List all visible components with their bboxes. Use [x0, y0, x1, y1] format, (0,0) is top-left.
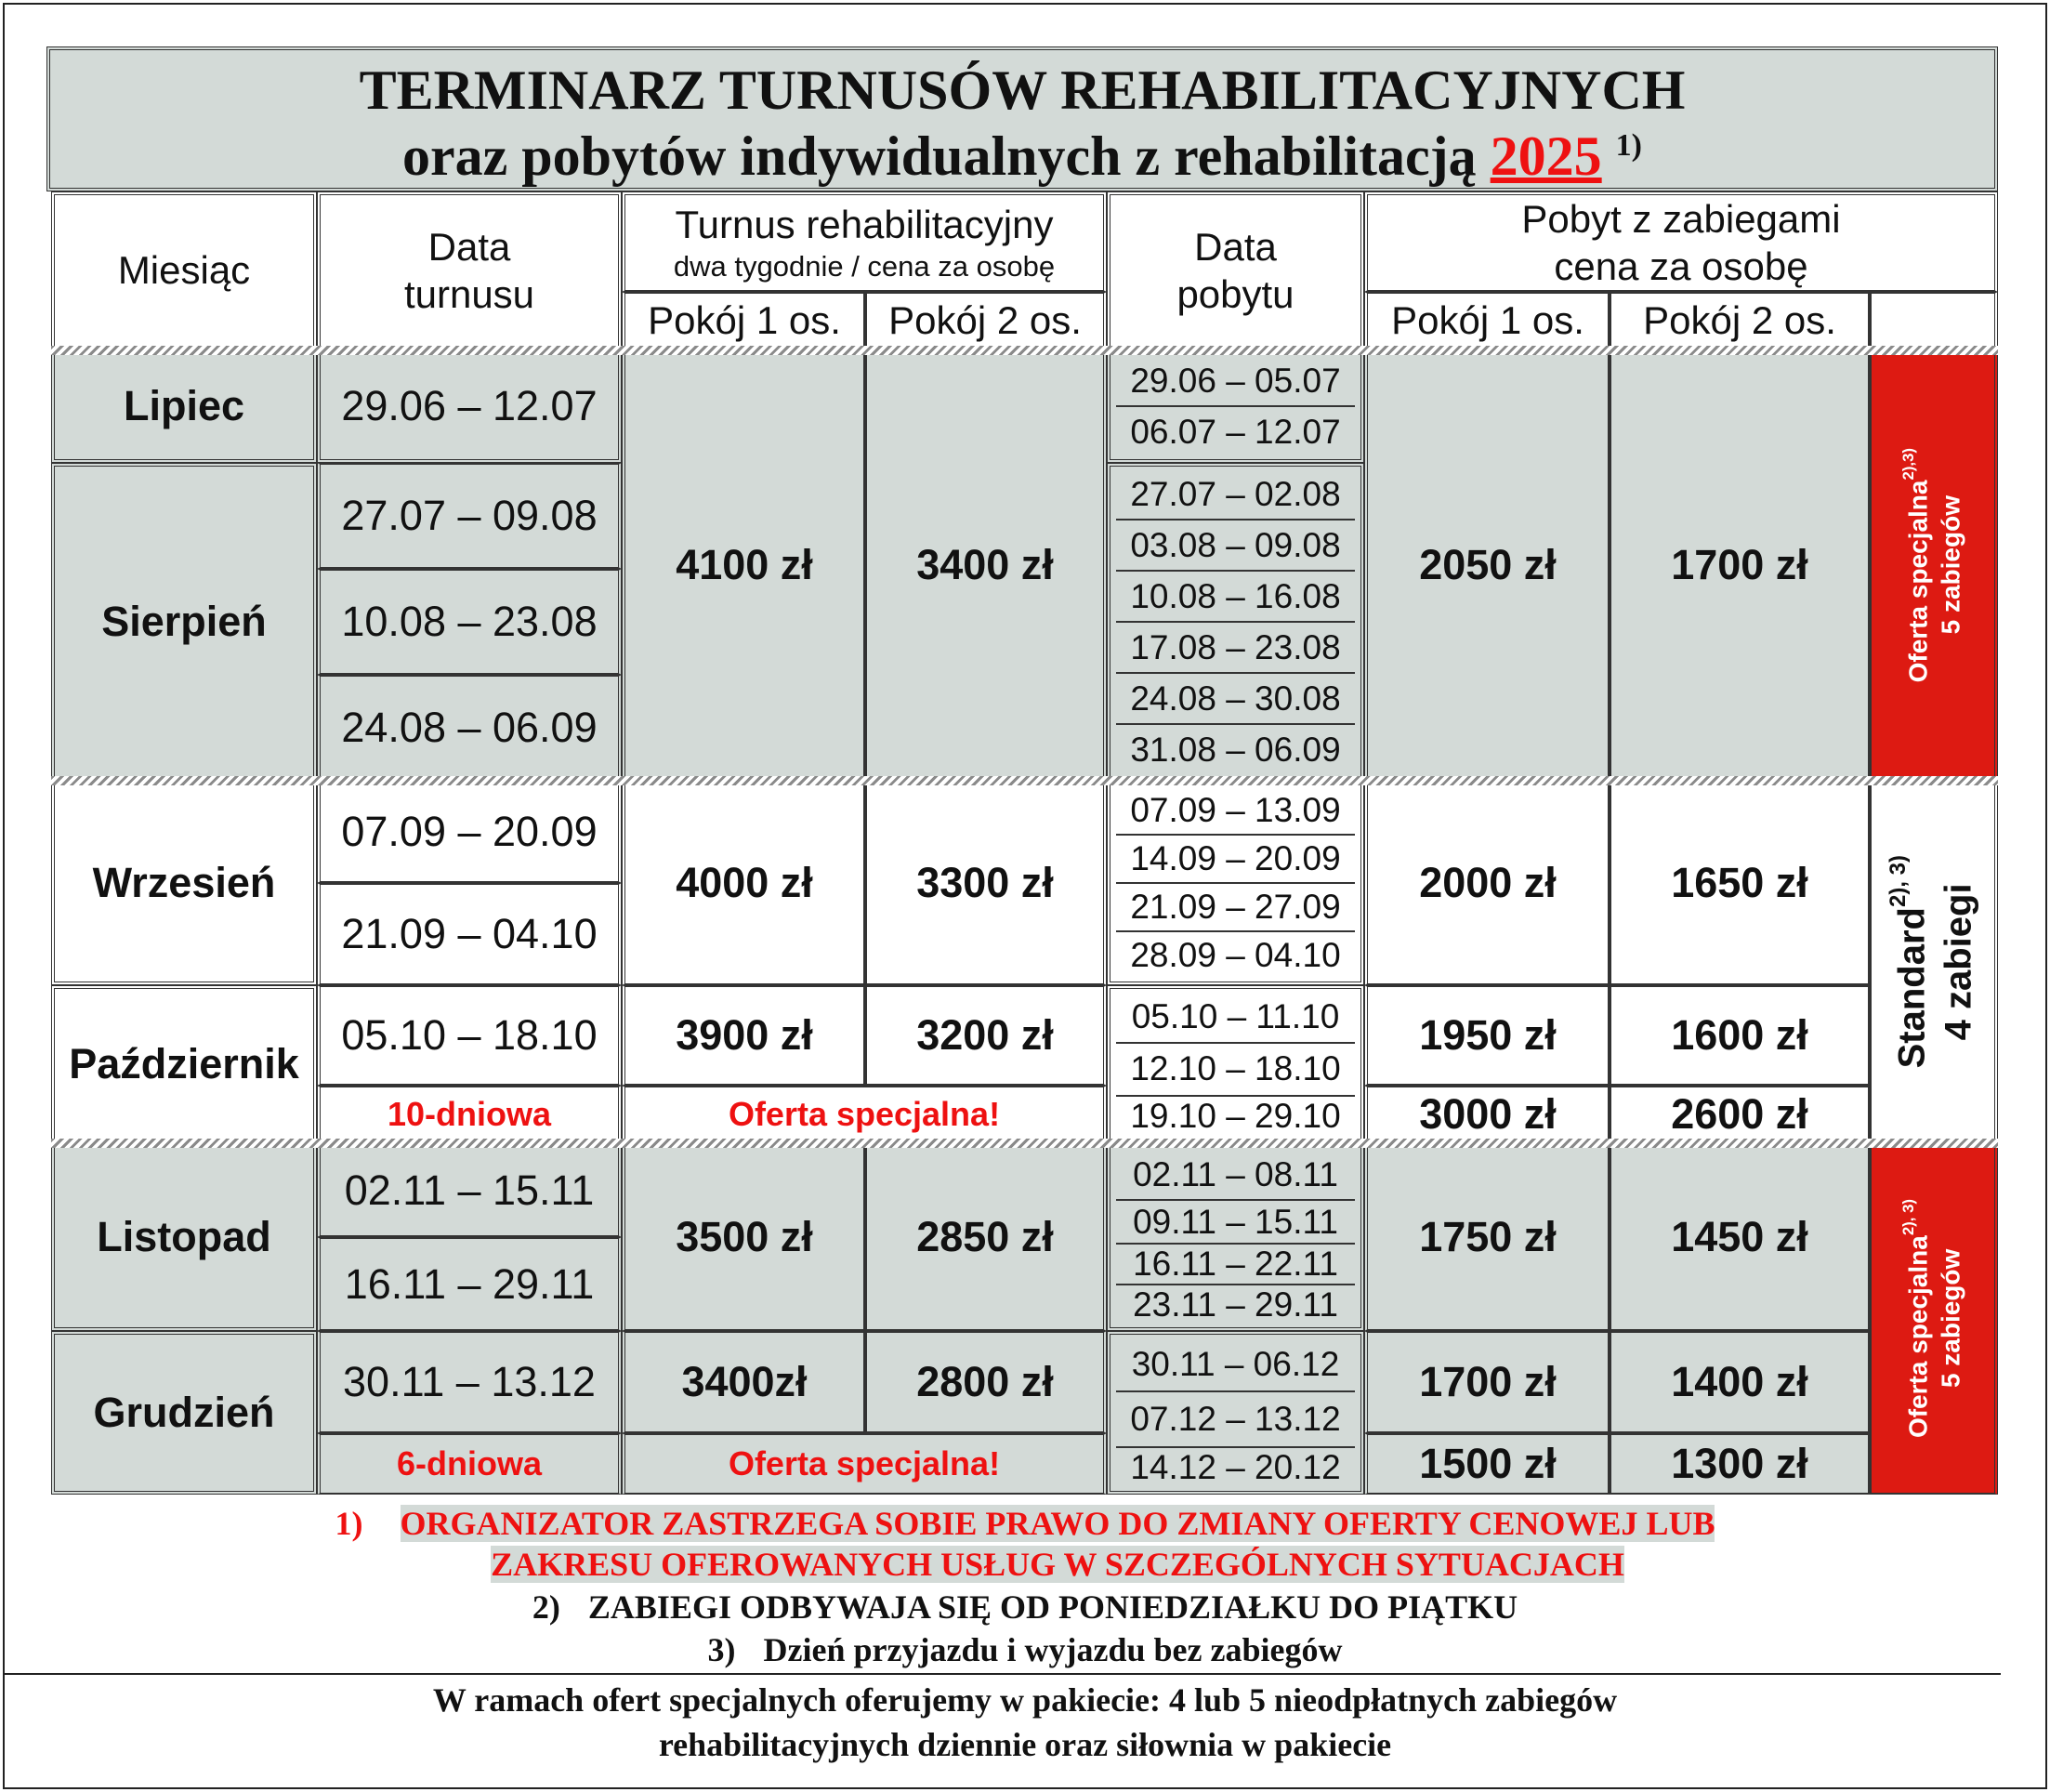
- price-value: 3400 zł: [916, 541, 1054, 588]
- price-value: 3400zł: [681, 1358, 808, 1405]
- month-cell-sep: [51, 781, 317, 985]
- month-label: Wrzesień: [92, 859, 276, 906]
- turnus-date-cell: [317, 1237, 622, 1331]
- turnus-date: 16.11 – 29.11: [344, 1259, 595, 1308]
- stay-date: 07.09 – 13.09: [1116, 787, 1355, 836]
- turnus-date-cell: [317, 781, 622, 883]
- special-offer-side-label: [1870, 349, 1998, 781]
- turnus-price-room1: [622, 1331, 865, 1433]
- header-turnus-title: Turnus rehabilitacyjny: [675, 203, 1054, 247]
- special-offer-vertical-text: [1899, 448, 1966, 682]
- stay-date: 30.11 – 06.12: [1116, 1337, 1355, 1392]
- price-value: 1500 zł: [1419, 1440, 1557, 1487]
- turnus-date: 30.11 – 13.12: [343, 1358, 596, 1405]
- footnote-2: [0, 1588, 2050, 1627]
- price-value: 2050 zł: [1419, 541, 1557, 588]
- price-value: 3500 zł: [676, 1213, 813, 1260]
- header-stay-date-label: Data pobytu: [1176, 224, 1294, 316]
- stay-date-group: [1107, 463, 1364, 781]
- price-value: 3300 zł: [916, 859, 1054, 906]
- turnus-date: 07.09 – 20.09: [341, 808, 598, 855]
- stay-date: 19.10 – 29.10: [1130, 1097, 1341, 1136]
- hatched-separator: [51, 346, 1998, 355]
- month-label: Lipiec: [123, 382, 245, 429]
- stay-date: 21.09 – 27.09: [1116, 884, 1355, 932]
- bottom-note-line-2: rehabilitacyjnych dziennie oraz siłownia w pakiecie: [658, 1726, 1392, 1763]
- stay-date: 23.11 – 29.11: [1133, 1285, 1338, 1324]
- standard-side-label: [1870, 781, 1998, 1143]
- side-label-line-1: Oferta specjalna: [1903, 480, 1933, 683]
- header-stay-room2: [1610, 292, 1870, 349]
- price-value: 1650 zł: [1671, 859, 1808, 906]
- footnote-2-text: ZABIEGI ODBYWAJA SIĘ OD PONIEDZIAŁKU DO PIĄTKU: [587, 1588, 1518, 1626]
- turnus-date-cell: [317, 1143, 622, 1237]
- turnus-date-cell: [317, 675, 622, 781]
- header-side-spacer: [1870, 292, 1998, 349]
- stay-date-group: [1107, 985, 1364, 1143]
- turnus-date: 24.08 – 06.09: [341, 704, 598, 751]
- turnus-special-offer: [622, 1086, 1107, 1143]
- turnus-date: 27.07 – 09.08: [341, 492, 598, 539]
- turnus-date-cell: [317, 883, 622, 985]
- price-value: 4000 zł: [676, 859, 813, 906]
- price-value: 3900 zł: [676, 1011, 813, 1059]
- side-label-line-1: Oferta specjalna: [1903, 1235, 1933, 1439]
- footnote-3-text: Dzień przyjazdu i wyjazdu bez zabiegów: [763, 1631, 1343, 1668]
- price-value: 1450 zł: [1671, 1213, 1808, 1260]
- header-turnus-room1: [622, 292, 865, 349]
- title-year: 2025: [1490, 125, 1602, 187]
- price-value: 2000 zł: [1419, 859, 1557, 906]
- turnus-date-cell: [317, 985, 622, 1086]
- stay-price-room1: [1364, 1143, 1610, 1331]
- turnus-date-cell: [317, 463, 622, 569]
- stay-price-room2: [1610, 1143, 1870, 1331]
- price-value: 1700 zł: [1419, 1358, 1557, 1405]
- header-turnus: [622, 191, 1107, 292]
- header-turnus-date: [317, 191, 622, 349]
- title-footnote-ref: 1): [1615, 127, 1642, 163]
- divider-line: [3, 1673, 2001, 1675]
- price-value: 1400 zł: [1671, 1358, 1808, 1405]
- header-stay-title: Pobyt z zabiegami: [1521, 196, 1841, 241]
- stay-price-room1: [1364, 1331, 1610, 1433]
- price-value: 1750 zł: [1419, 1213, 1557, 1260]
- stay-date: 29.06 – 05.07: [1116, 356, 1355, 407]
- price-value: 1950 zł: [1419, 1011, 1557, 1059]
- header-stay-room2-label: Pokój 2 os.: [1643, 298, 1836, 343]
- footnote-1-line-1: [0, 1504, 2050, 1543]
- turnus-price-room1: [622, 1143, 865, 1331]
- turnus-price-room1: [622, 349, 865, 781]
- header-stay-date: [1107, 191, 1364, 349]
- header-stay: [1364, 191, 1998, 292]
- price-value: 2800 zł: [916, 1358, 1054, 1405]
- footnote-1-text: ORGANIZATOR ZASTRZEGA SOBIE PRAWO DO ZMIANY OFERTY CENOWEJ LUB: [400, 1505, 1715, 1542]
- special-offer-label: Oferta specjalna!: [728, 1095, 1001, 1133]
- title-line-2-text: oraz pobytów indywidualnych z rehabilitacją: [402, 125, 1477, 187]
- footnote-3: [0, 1630, 2050, 1669]
- turnus-special-label: 6-dniowa: [396, 1444, 542, 1482]
- turnus-price-room2: [865, 985, 1107, 1086]
- stay-date-group: [1107, 349, 1364, 463]
- stay-date: 24.08 – 30.08: [1116, 674, 1355, 725]
- price-value: 2600 zł: [1671, 1090, 1808, 1138]
- turnus-special-cell: [317, 1433, 622, 1495]
- stay-price-room1: [1364, 1086, 1610, 1143]
- price-value: 1300 zł: [1671, 1440, 1808, 1487]
- price-value: 2850 zł: [916, 1213, 1054, 1260]
- stay-date: 03.08 – 09.08: [1116, 520, 1355, 572]
- stay-date: 10.08 – 16.08: [1116, 572, 1355, 623]
- turnus-date-cell: [317, 349, 622, 463]
- title-line-2: [50, 124, 1994, 190]
- turnus-price-room2: [865, 1143, 1107, 1331]
- turnus-date: 10.08 – 23.08: [341, 598, 598, 645]
- month-cell-aug: [51, 463, 317, 781]
- stay-date-group: [1107, 781, 1364, 985]
- stay-date: 16.11 – 22.11: [1116, 1245, 1355, 1285]
- footnote-1-text-2: ZAKRESU OFEROWANYCH USŁUG W SZCZEGÓLNYCH SYTUACJACH: [491, 1546, 1624, 1583]
- stay-price-room1: [1364, 1433, 1610, 1495]
- month-label: Sierpień: [101, 598, 267, 645]
- turnus-date-cell: [317, 1331, 622, 1433]
- header-turnus-subtitle: dwa tygodnie / cena za osobę: [673, 249, 1056, 283]
- side-label-sup: 2), 3): [1885, 855, 1911, 908]
- turnus-date: 21.09 – 04.10: [341, 910, 598, 957]
- turnus-price-room1: [622, 781, 865, 985]
- stay-date-group: [1107, 1331, 1364, 1495]
- stay-date: 05.10 – 11.10: [1116, 992, 1355, 1044]
- stay-price-room2: [1610, 781, 1870, 985]
- page-title: [46, 46, 1998, 191]
- side-label-sup: 2), 3): [1899, 1199, 1917, 1236]
- side-label-line-2: 5 zabiegów: [1936, 495, 1965, 635]
- hatched-separator: [51, 776, 1998, 785]
- stay-price-room1: [1364, 781, 1610, 985]
- stay-date: 31.08 – 06.09: [1130, 730, 1341, 769]
- footnote-1-number: 1): [335, 1505, 363, 1542]
- side-label-line-1: Standard: [1891, 907, 1933, 1069]
- turnus-date-cell: [317, 569, 622, 675]
- turnus-special-offer: [622, 1433, 1107, 1495]
- turnus-price-room1: [622, 985, 865, 1086]
- stay-price-room1: [1364, 349, 1610, 781]
- stay-date: 14.12 – 20.12: [1130, 1448, 1341, 1487]
- month-label: Listopad: [97, 1213, 271, 1260]
- stay-price-room2: [1610, 1086, 1870, 1143]
- price-value: 3000 zł: [1419, 1090, 1557, 1138]
- special-offer-label: Oferta specjalna!: [728, 1444, 1001, 1482]
- special-offer-vertical-text: [1899, 1199, 1966, 1438]
- stay-price-room2: [1610, 985, 1870, 1086]
- stay-date-group: [1107, 1143, 1364, 1331]
- stay-date: 02.11 – 08.11: [1116, 1150, 1355, 1201]
- stay-date: 17.08 – 23.08: [1116, 623, 1355, 674]
- month-label: Październik: [69, 1040, 299, 1087]
- price-value: 3200 zł: [916, 1011, 1054, 1059]
- header-turnus-room2: [865, 292, 1107, 349]
- side-label-line-2: 5 zabiegów: [1936, 1249, 1965, 1389]
- turnus-date: 29.06 – 12.07: [341, 382, 598, 429]
- stay-date: 27.07 – 02.08: [1116, 469, 1355, 520]
- month-cell-oct: [51, 985, 317, 1143]
- side-label-sup: 2),3): [1899, 447, 1917, 481]
- turnus-date: 05.10 – 18.10: [341, 1011, 598, 1059]
- footnote-2-number: 2): [532, 1588, 560, 1626]
- price-value: 4100 zł: [676, 541, 813, 588]
- hatched-separator: [51, 1139, 1998, 1148]
- turnus-special-cell: [317, 1086, 622, 1143]
- month-label: Grudzień: [93, 1389, 275, 1436]
- side-label-line-2: 4 zabiegi: [1938, 883, 1979, 1041]
- stay-price-room2: [1610, 1433, 1870, 1495]
- stay-price-room2: [1610, 1331, 1870, 1433]
- footnote-3-number: 3): [707, 1631, 736, 1668]
- header-turnus-date-label: Data turnusu: [403, 224, 535, 316]
- month-cell-jul: [51, 349, 317, 463]
- turnus-price-room2: [865, 349, 1107, 781]
- turnus-special-label: 10-dniowa: [387, 1095, 552, 1133]
- title-line-1: TERMINARZ TURNUSÓW REHABILITACYJNYCH: [359, 59, 1686, 121]
- special-offer-side-label: [1870, 1143, 1998, 1495]
- header-turnus-room1-label: Pokój 1 os.: [648, 298, 841, 343]
- header-month-label: Miesiąc: [117, 248, 251, 293]
- turnus-price-room2: [865, 1331, 1107, 1433]
- header-turnus-room2-label: Pokój 2 os.: [888, 298, 1082, 343]
- stay-date: 06.07 – 12.07: [1130, 412, 1341, 451]
- header-stay-room1-label: Pokój 1 os.: [1391, 298, 1584, 343]
- stay-date: 07.12 – 13.12: [1116, 1392, 1355, 1447]
- header-month: [51, 191, 317, 349]
- stay-price-room2: [1610, 349, 1870, 781]
- price-value: 1700 zł: [1671, 541, 1808, 588]
- price-value: 1600 zł: [1671, 1011, 1808, 1059]
- header-stay-subtitle: cena za osobę: [1554, 244, 1808, 288]
- stay-date: 28.09 – 04.10: [1130, 936, 1341, 974]
- stay-price-room1: [1364, 985, 1610, 1086]
- month-cell-nov: [51, 1143, 317, 1331]
- bottom-note-line-1: W ramach ofert specjalnych oferujemy w pakiecie: 4 lub 5 nieodpłatnych zabiegów: [432, 1681, 1618, 1719]
- turnus-price-room2: [865, 781, 1107, 985]
- footnote-1-line-2: [0, 1545, 2050, 1584]
- stay-date: 09.11 – 15.11: [1116, 1201, 1355, 1245]
- stay-date: 12.10 – 18.10: [1116, 1044, 1355, 1096]
- standard-vertical-text: [1885, 855, 1981, 1068]
- month-cell-dec: [51, 1331, 317, 1495]
- header-stay-room1: [1364, 292, 1610, 349]
- stay-date: 14.09 – 20.09: [1116, 836, 1355, 884]
- turnus-date: 02.11 – 15.11: [344, 1166, 595, 1214]
